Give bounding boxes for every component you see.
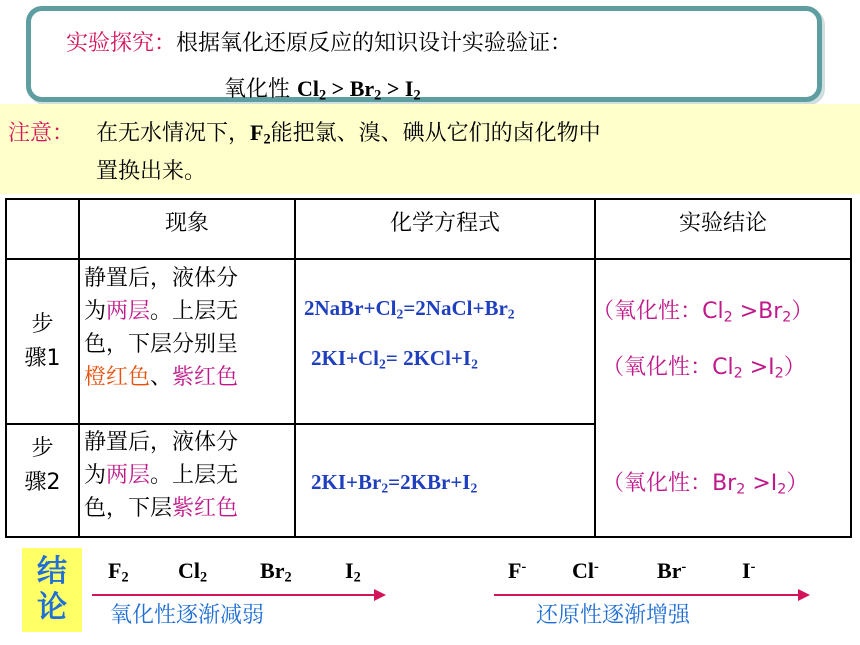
step-label-line: 步: [31, 312, 54, 337]
step-1-label: [7, 308, 78, 376]
observation-text: 为: [84, 299, 107, 324]
badge-char: 结: [37, 554, 67, 589]
reducing-arrow: [494, 594, 800, 596]
step-label-line: 骤1: [24, 346, 61, 371]
note-line1-formula: $F_2$: [250, 120, 271, 148]
conclusion-cl2-br2: （氧化性：$Cl_2 >Br_2$）: [592, 299, 814, 326]
step-label-line: 步: [31, 436, 54, 461]
reducing-arrow-head: [798, 589, 810, 601]
table-divider: [78, 200, 80, 536]
ion-f: F-: [508, 558, 527, 583]
observation-text: 静置后，液体分: [84, 430, 239, 455]
oxidizing-arrow-head: [374, 589, 386, 601]
highlighted-text: 橙红色: [84, 365, 151, 390]
table-divider: [7, 258, 850, 260]
equation-ki-cl2: $2KI+Cl_2= 2KCl+I_2$: [311, 346, 478, 372]
step-label-line: 骤2: [24, 470, 61, 495]
header-text: 根据氧化还原反应的知识设计实验验证：: [176, 31, 573, 56]
step-2-observation: [84, 426, 238, 525]
note-line-2: 置换出来。: [96, 159, 207, 184]
observation-text: 为: [84, 463, 107, 488]
conclusion-br2-i2: （氧化性：$Br_2 >I_2$）: [602, 471, 809, 498]
oxidizing-arrow: [92, 594, 376, 596]
ion-cl: Cl-: [572, 558, 599, 583]
note-line-1: [96, 116, 601, 147]
note-line1-before: 在无水情况下，: [96, 121, 251, 146]
halogen-i2: $I_2$: [345, 558, 361, 586]
observation-line: [84, 361, 238, 394]
ion-br: Br-: [657, 558, 687, 583]
ion-i: I-: [742, 558, 756, 583]
highlighted-text: 两层: [106, 299, 151, 324]
table-divider: [594, 200, 596, 536]
table-divider: [294, 200, 296, 536]
observation-line: [84, 262, 238, 295]
observation-line: [84, 426, 238, 459]
conclusion-cl2-i2: （氧化性：$Cl_2 >I_2$）: [602, 355, 806, 382]
halogen-br2: $Br_2$: [260, 558, 292, 586]
equation-ki-br2: $2KI+Br_2=2KBr+I_2$: [311, 470, 478, 496]
note-label: 注意：: [8, 121, 75, 146]
conclusion-badge: [22, 548, 82, 632]
observation-text: 。上层无: [150, 299, 239, 324]
col-header-phenomenon: 现象: [164, 211, 209, 236]
observation-text: 色，下层分别呈: [84, 332, 239, 357]
equation-nabr-cl2: $2NaBr+Cl_2=2NaCl+Br_2$: [304, 296, 515, 322]
badge-char: 论: [37, 590, 67, 625]
step-2-label: [7, 432, 78, 500]
step-1-observation: [84, 262, 238, 394]
header-title: [66, 26, 572, 57]
observation-text: 、: [150, 365, 173, 390]
halogen-f2: $F_2$: [108, 558, 129, 586]
observation-text: 静置后，液体分: [84, 266, 239, 291]
highlighted-text: 紫红色: [172, 365, 239, 390]
observation-line: [84, 459, 238, 492]
halogen-cl2: $Cl_2$: [178, 558, 208, 586]
col-header-conclusion: 实验结论: [678, 211, 767, 236]
header-subtitle: [224, 72, 421, 103]
oxidizing-trend-label: 氧化性逐渐减弱: [110, 603, 265, 628]
table-divider: [7, 423, 596, 425]
highlighted-text: 两层: [106, 463, 151, 488]
observation-text: 。上层无: [150, 463, 239, 488]
note-line1-after: 能把氯、溴、碘从它们的卤化物中: [270, 121, 601, 146]
observation-line: [84, 328, 238, 361]
col-header-equation: 化学方程式: [389, 211, 500, 236]
reducing-trend-label: 还原性逐渐增强: [536, 603, 691, 628]
header-label: 实验探究：: [66, 31, 177, 56]
observation-line: [84, 295, 238, 328]
header-line2-formula: $Cl_2 > Br_2 > I_2$: [297, 76, 421, 104]
experiment-table: [5, 198, 852, 538]
header-line2-prefix: 氧化性: [224, 77, 297, 102]
highlighted-text: 紫红色: [172, 496, 239, 521]
observation-line: [84, 492, 238, 525]
observation-text: 色，下层: [84, 496, 173, 521]
